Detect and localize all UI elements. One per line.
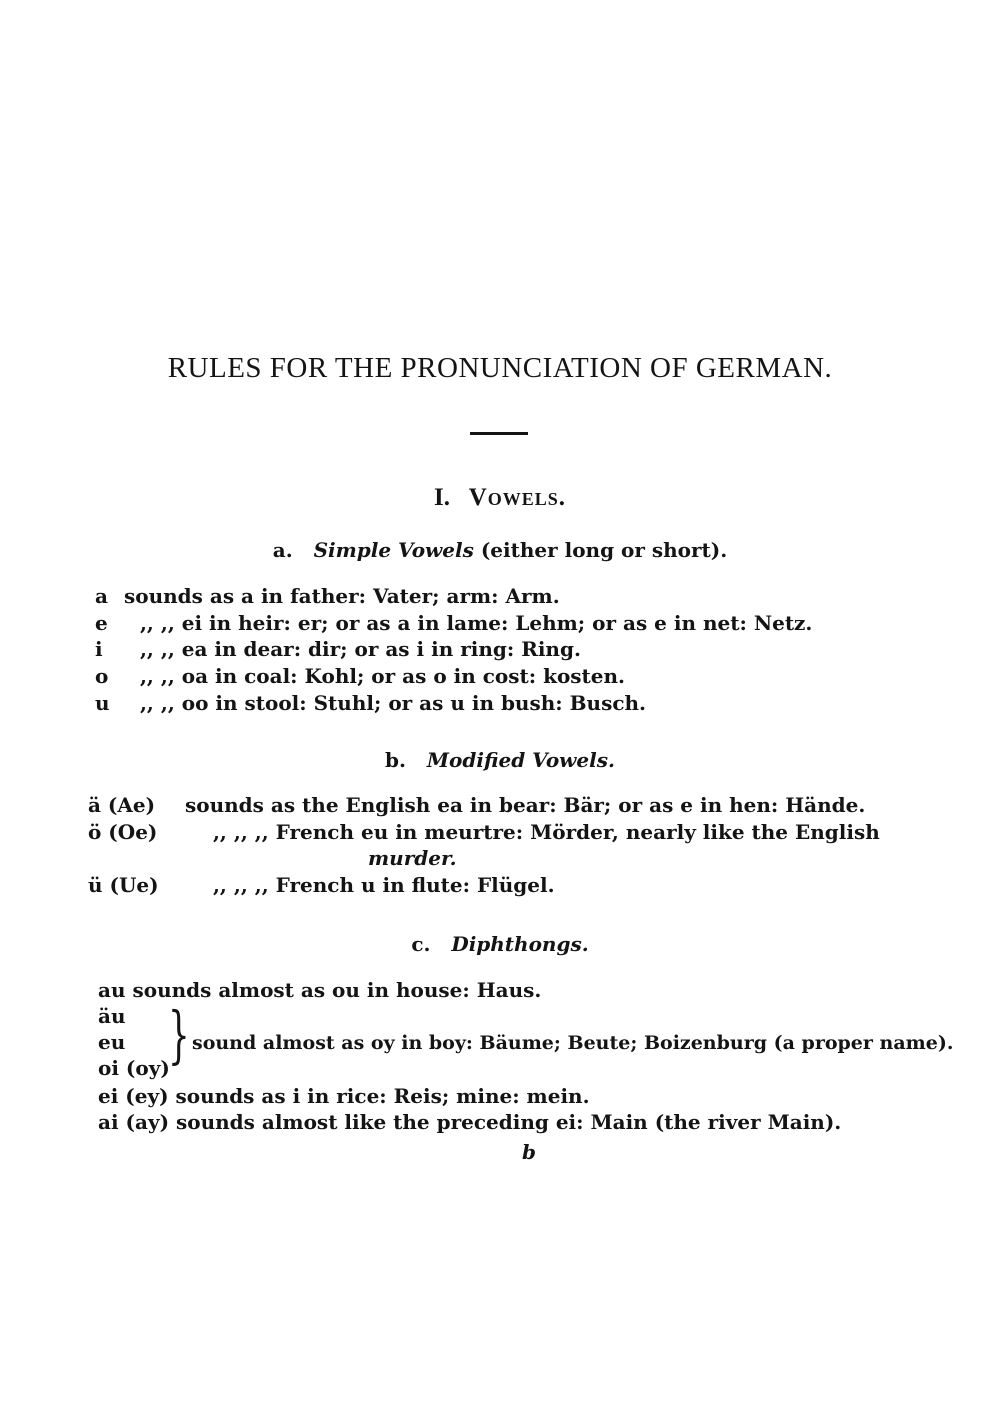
vowel-letter: o bbox=[95, 664, 109, 688]
subheading-marker: b. bbox=[385, 748, 406, 772]
diphthong-au-row: au sounds almost as ou in house: Haus. bbox=[98, 978, 542, 1002]
vowel-rule: ,, ,, ei in heir: er; or as a in lame: Lehm; or as e in net: Netz. bbox=[139, 611, 813, 635]
vowel-letter: u bbox=[95, 691, 110, 715]
page-signature-letter: b bbox=[522, 1140, 536, 1164]
vowel-letter: a bbox=[95, 584, 108, 608]
modified-vowel-letter: ü (Ue) bbox=[88, 873, 159, 897]
modified-vowel-row bbox=[88, 820, 880, 844]
section-name: Vowels. bbox=[468, 484, 567, 511]
subheading-label: Modified Vowels. bbox=[426, 748, 615, 772]
page-title: RULES FOR THE PRONUNCIATION OF GERMAN. bbox=[167, 352, 833, 384]
diphthong-ei-row: ei (ey) sounds as i in rice: Reis; mine: mein. bbox=[98, 1084, 590, 1108]
diphthong-group-letter: eu bbox=[98, 1030, 126, 1054]
modified-vowel-row bbox=[88, 873, 555, 897]
diphthong-group-letter: oi (oy) bbox=[98, 1056, 170, 1080]
modified-vowel-continuation: murder. bbox=[368, 846, 457, 870]
section-heading bbox=[0, 484, 1000, 512]
subheading-diphthongs bbox=[0, 932, 1000, 956]
vowel-row bbox=[95, 664, 625, 688]
modified-vowel-rule: ,, ,, ,, French u in flute: Flügel. bbox=[212, 873, 555, 897]
subheading-simple-vowels bbox=[0, 538, 1000, 562]
modified-vowel-letter: ä (Ae) bbox=[88, 793, 156, 817]
vowel-rule: ,, ,, oa in coal: Kohl; or as o in cost: kosten. bbox=[139, 664, 626, 688]
title-rule-divider bbox=[470, 432, 528, 435]
vowel-letter: e bbox=[95, 611, 108, 635]
modified-vowel-rule: ,, ,, ,, French eu in meurtre: Mörder, nearly like the English bbox=[212, 820, 880, 844]
vowel-rule: ,, ,, oo in stool: Stuhl; or as u in bush: Busch. bbox=[139, 691, 647, 715]
subheading-modified-vowels bbox=[0, 748, 1000, 772]
diphthong-ai-row: ai (ay) sounds almost like the preceding ei: Main (the river Main). bbox=[98, 1110, 842, 1134]
vowel-row bbox=[95, 584, 560, 608]
vowel-rule: sounds as a in father: Vater; arm: Arm. bbox=[123, 584, 560, 608]
modified-vowel-letter: ö (Oe) bbox=[88, 820, 158, 844]
subheading-label: Simple Vowels bbox=[313, 538, 474, 562]
vowel-letter: i bbox=[95, 637, 103, 661]
vowel-row bbox=[95, 611, 812, 635]
modified-vowel-rule: sounds as the English ea in bear: Bär; or as e in hen: Hände. bbox=[184, 793, 866, 817]
section-number: I. bbox=[433, 484, 450, 511]
vowel-rule: ,, ,, ea in dear: dir; or as i in ring: Ring. bbox=[139, 637, 581, 661]
diphthong-group-letter: äu bbox=[98, 1004, 126, 1028]
subheading-marker: c. bbox=[411, 932, 431, 956]
vowel-row bbox=[95, 637, 581, 661]
modified-vowel-row bbox=[88, 793, 865, 817]
subheading-rest: (either long or short). bbox=[480, 538, 728, 562]
subheading-marker: a. bbox=[272, 538, 293, 562]
vowel-row bbox=[95, 691, 646, 715]
curly-brace-icon: } bbox=[168, 998, 190, 1071]
diphthong-group-rule: sound almost as oy in boy: Bäume; Beute; Boizenburg (a proper name). bbox=[192, 1032, 954, 1054]
subheading-label: Diphthongs. bbox=[451, 932, 589, 956]
